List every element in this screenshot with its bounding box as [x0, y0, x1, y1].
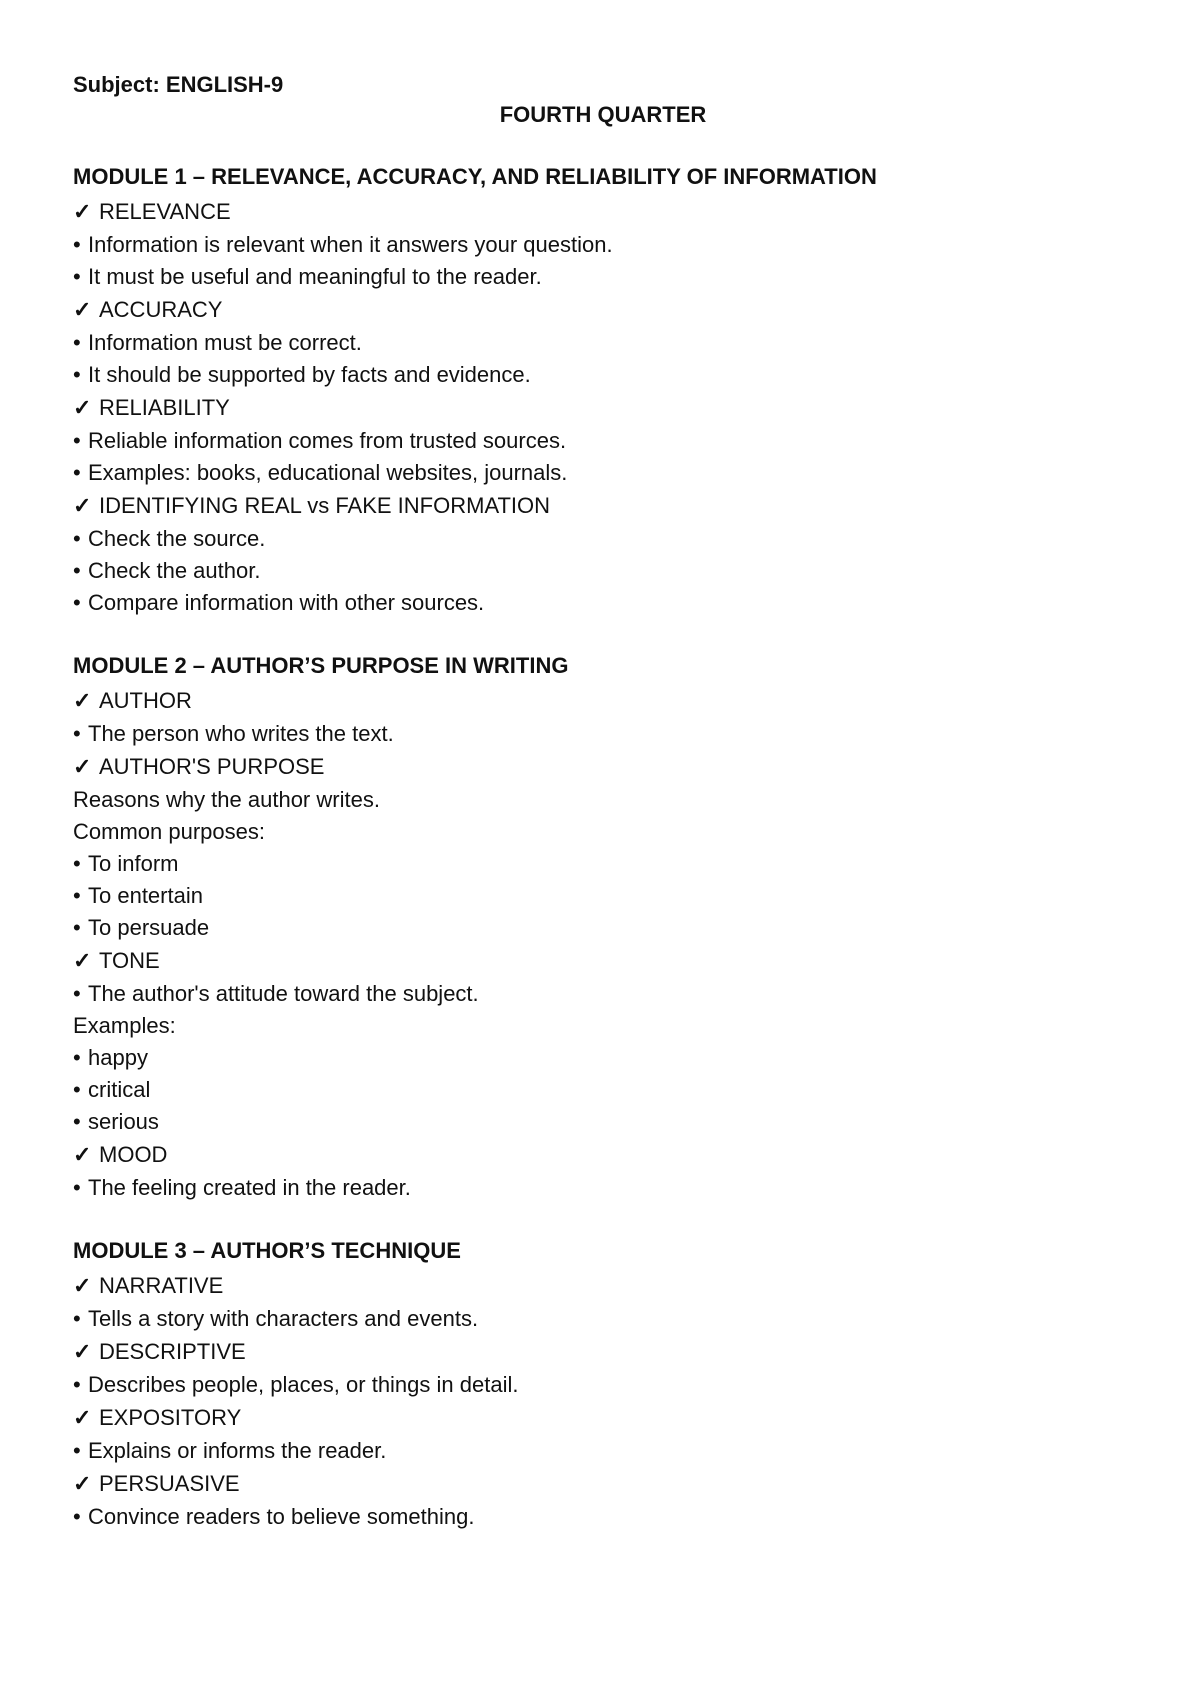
line-text: ACCURACY [99, 297, 223, 322]
checkmark-icon: ✓ [73, 754, 92, 779]
line-text: AUTHOR'S PURPOSE [99, 754, 325, 779]
bullet-item [73, 555, 1133, 587]
bullet-icon: • [73, 1306, 81, 1331]
bullet-icon: • [73, 915, 81, 940]
bullet-icon: • [73, 883, 81, 908]
line-text: The person who writes the text. [88, 721, 394, 746]
line-text: Information must be correct. [88, 330, 362, 355]
bullet-item [73, 1435, 1133, 1467]
text-line [73, 816, 1133, 848]
line-text: Check the source. [88, 526, 266, 551]
topic-heading [73, 1335, 1133, 1369]
module-section-3 [73, 1236, 1133, 1533]
bullet-item [73, 587, 1133, 619]
document-page [73, 70, 1133, 1533]
checkmark-icon: ✓ [73, 1471, 92, 1496]
bullet-icon: • [73, 526, 81, 551]
bullet-icon: • [73, 232, 81, 257]
bullet-item [73, 1074, 1133, 1106]
module-title: MODULE 3 – AUTHOR’S TECHNIQUE [73, 1238, 461, 1263]
line-text: Tells a story with characters and events. [88, 1306, 479, 1331]
bullet-icon: • [73, 428, 81, 453]
bullet-item [73, 848, 1133, 880]
line-text: To entertain [88, 883, 203, 908]
bullet-item [73, 327, 1133, 359]
bullet-item [73, 1303, 1133, 1335]
bullet-item [73, 359, 1133, 391]
line-text: To inform [88, 851, 179, 876]
subject-heading: Subject: ENGLISH-9 [73, 72, 284, 97]
line-text: MOOD [99, 1142, 168, 1167]
bullet-item [73, 229, 1133, 261]
checkmark-icon: ✓ [73, 1405, 92, 1430]
checkmark-icon: ✓ [73, 199, 92, 224]
line-text: It must be useful and meaningful to the reader. [88, 264, 542, 289]
line-text: PERSUASIVE [99, 1471, 240, 1496]
bullet-item [73, 1369, 1133, 1401]
topic-heading [73, 1138, 1133, 1172]
topic-heading [73, 489, 1133, 523]
line-text: serious [88, 1109, 159, 1134]
line-text: TONE [99, 948, 160, 973]
bullet-item [73, 1042, 1133, 1074]
line-text: Check the author. [88, 558, 261, 583]
module-section-2 [73, 651, 1133, 1204]
line-text: Convince readers to believe something. [88, 1504, 475, 1529]
text-line [73, 1010, 1133, 1042]
bullet-icon: • [73, 330, 81, 355]
bullet-item [73, 523, 1133, 555]
line-text: RELIABILITY [99, 395, 230, 420]
bullet-icon: • [73, 851, 81, 876]
bullet-item [73, 1172, 1133, 1204]
topic-heading [73, 1467, 1133, 1501]
topic-heading [73, 684, 1133, 718]
checkmark-icon: ✓ [73, 1339, 92, 1364]
bullet-icon: • [73, 1077, 81, 1102]
checkmark-icon: ✓ [73, 395, 92, 420]
module-title: MODULE 1 – RELEVANCE, ACCURACY, AND RELIABILITY OF INFORMATION [73, 164, 877, 189]
bullet-icon: • [73, 721, 81, 746]
line-text: happy [88, 1045, 148, 1070]
topic-heading [73, 195, 1133, 229]
module-title: MODULE 2 – AUTHOR’S PURPOSE IN WRITING [73, 653, 569, 678]
bullet-item [73, 425, 1133, 457]
topic-heading [73, 391, 1133, 425]
bullet-icon: • [73, 1438, 81, 1463]
bullet-icon: • [73, 362, 81, 387]
topic-heading [73, 1401, 1133, 1435]
bullet-icon: • [73, 460, 81, 485]
line-text: The author's attitude toward the subject. [88, 981, 479, 1006]
module-section-1 [73, 162, 1133, 619]
checkmark-icon: ✓ [73, 1273, 92, 1298]
checkmark-icon: ✓ [73, 1142, 92, 1167]
line-text: EXPOSITORY [99, 1405, 242, 1430]
bullet-icon: • [73, 1175, 81, 1200]
bullet-item [73, 1106, 1133, 1138]
bullet-item [73, 718, 1133, 750]
quarter-title: FOURTH QUARTER [499, 102, 707, 127]
bullet-icon: • [73, 264, 81, 289]
line-text: AUTHOR [99, 688, 192, 713]
line-text: The feeling created in the reader. [88, 1175, 411, 1200]
bullet-item [73, 978, 1133, 1010]
bullet-icon: • [73, 981, 81, 1006]
bullet-icon: • [73, 1109, 81, 1134]
line-text: critical [88, 1077, 151, 1102]
bullet-item [73, 1501, 1133, 1533]
checkmark-icon: ✓ [73, 688, 92, 713]
line-text: It should be supported by facts and evidence. [88, 362, 531, 387]
bullet-icon: • [73, 1372, 81, 1397]
line-text: Reliable information comes from trusted sources. [88, 428, 567, 453]
line-text: DESCRIPTIVE [99, 1339, 246, 1364]
line-text: Examples: [73, 1013, 176, 1038]
line-text: To persuade [88, 915, 210, 940]
checkmark-icon: ✓ [73, 493, 92, 518]
topic-heading [73, 293, 1133, 327]
line-text: Examples: books, educational websites, journals. [88, 460, 568, 485]
bullet-icon: • [73, 558, 81, 583]
line-text: RELEVANCE [99, 199, 231, 224]
line-text: Compare information with other sources. [88, 590, 485, 615]
bullet-item [73, 912, 1133, 944]
bullet-item [73, 457, 1133, 489]
topic-heading [73, 944, 1133, 978]
bullet-icon: • [73, 590, 81, 615]
checkmark-icon: ✓ [73, 948, 92, 973]
bullet-icon: • [73, 1504, 81, 1529]
line-text: Information is relevant when it answers your question. [88, 232, 613, 257]
line-text: Explains or informs the reader. [88, 1438, 387, 1463]
line-text: Common purposes: [73, 819, 265, 844]
line-text: IDENTIFYING REAL vs FAKE INFORMATION [99, 493, 551, 518]
line-text: Reasons why the author writes. [73, 787, 380, 812]
topic-heading [73, 750, 1133, 784]
line-text: NARRATIVE [99, 1273, 224, 1298]
bullet-icon: • [73, 1045, 81, 1070]
bullet-item [73, 880, 1133, 912]
bullet-item [73, 261, 1133, 293]
checkmark-icon: ✓ [73, 297, 92, 322]
text-line [73, 784, 1133, 816]
modules-container [73, 162, 1133, 1533]
topic-heading [73, 1269, 1133, 1303]
line-text: Describes people, places, or things in detail. [88, 1372, 519, 1397]
